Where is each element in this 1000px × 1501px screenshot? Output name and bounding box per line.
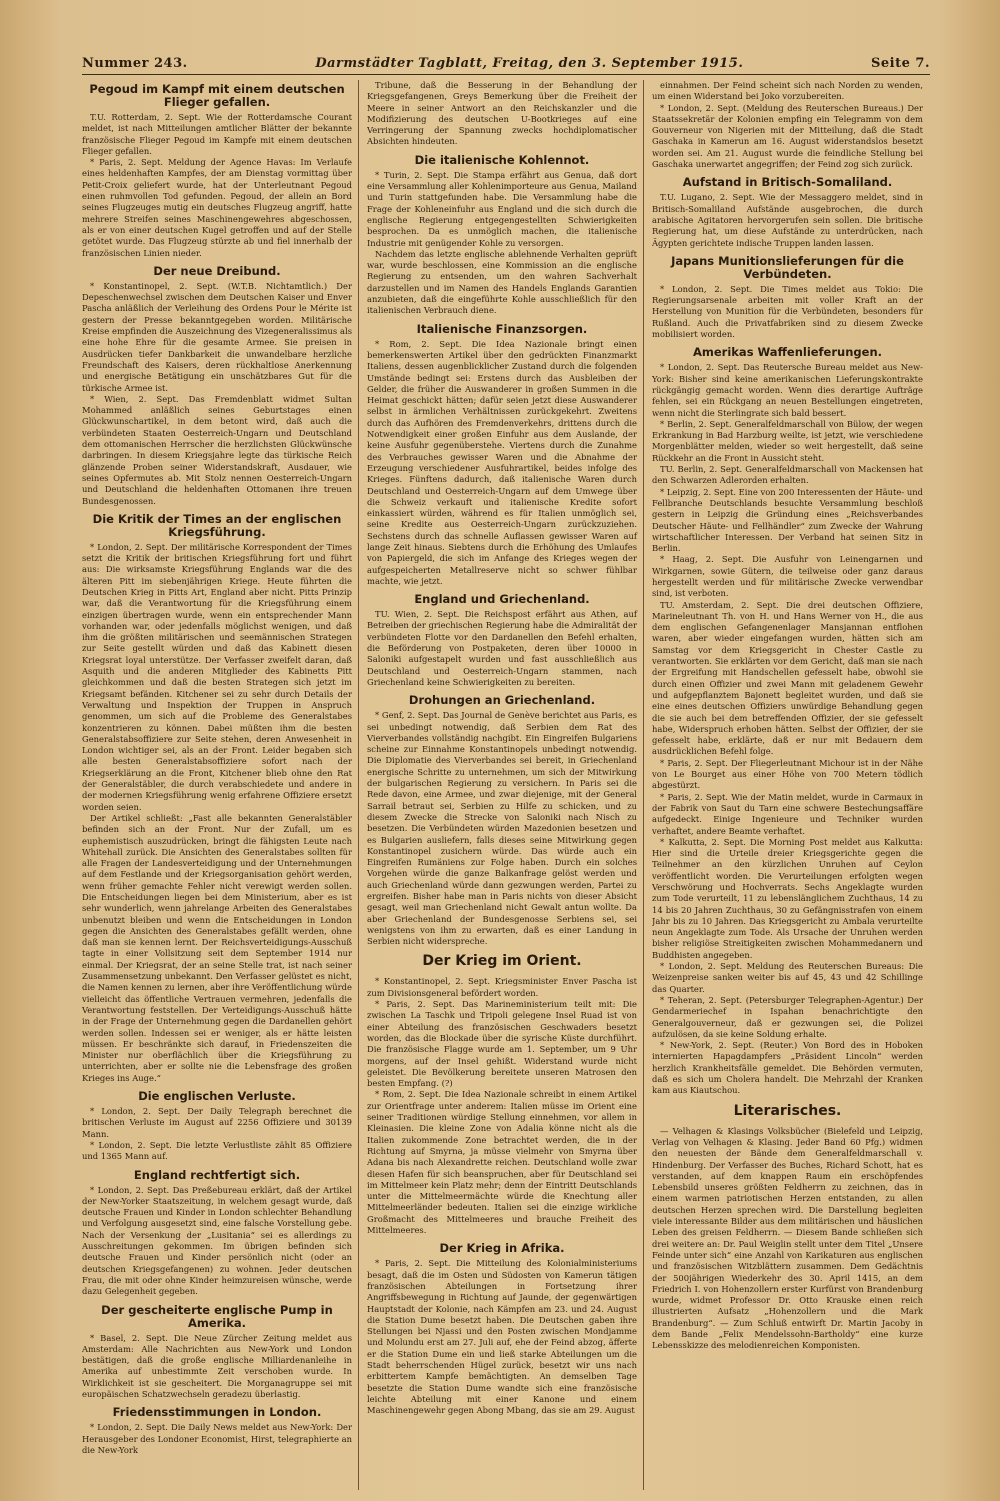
header-rule <box>82 74 930 75</box>
article-paragraph: * London, 2. Sept. Die Daily News meldet aus New-York: Der Herausgeber des Londoner Economist, Hirst, telegraphierte an die New-York <box>82 1422 352 1455</box>
article-paragraph: TU. Berlin, 2. Sept. Generalfeldmarschall von Mackensen hat den Schwarzen Adlerorden erhalten. <box>652 464 923 486</box>
article-headline: Der neue Dreibund. <box>153 263 281 278</box>
article-body <box>367 609 637 688</box>
page-number: Seite 7. <box>871 55 930 71</box>
article-body <box>82 1333 352 1401</box>
article-paragraph: Der Artikel schließt: „Fast alle bekannten Generalstäbler befinden sich an der Front. Nur der Zufall, um es euphemistisch auszudrücken, bringt die fähigsten Leute nach Whitehall zurück. Die Ansichten des Generalstabes sollten für alle Fragen der Landesverteidigung und der Unternehmungen auf dem Festlande und der Kriegsorganisation gehört werden, wenn früher gemachte Fehler nicht verewigt werden sollen. Die Entscheidungen liegen bei dem Ministerium, aber es ist sehr wunderlich, wenn jahrelange Arbeiten des Generalstabes unbenutzt bleiben und wenn die Entscheidungen in London gegen die Ansichten des Generalstabes gefällt werden, ohne daß man sie kennen lernt. Der Reichsverteidigungs-Ausschuß tagte in einer Vollsitzung seit dem September 1914 nur einmal. Der Kriegsrat, der an seine Stelle trat, ist nach seiner Zusammensetzung unbekannt. Den Verfasser gelüstet es nicht, die Namen kennen zu lernen, aber ihre Veröffentlichung würde vielleicht das öffentliche Vertrauen vermehren, jedenfalls die Verantwortung feststellen. Der Verteidigungs-Ausschuß hätte in der Frage der Unternehmung gegen die Dardanellen gehört werden sollen. Indessen sei er weniger, als er hätte leisten müssen. Er beschränkte sich darauf, in Friedenszeiten die Minister nur oberflächlich über die Kriegsführung zu unterrichten, aber er sollte nie die Lebensfrage des großen Krieges ins Auge.“ <box>82 812 352 1083</box>
article-paragraph: * Konstantinopel, 2. Sept. Kriegsminister Enver Pascha ist zum Divisionsgeneral befördert worden. <box>367 976 637 998</box>
article-paragraph: * London, 2. Sept. Der militärische Korrespondent der Times setzt die Kritik der britischen Kriegsführung fort und führt aus: Die wirksamste Kriegsführung Englands war die des älteren Pitt im siebenjährigen Kriege. Heute führten die Deutschen Krieg in Pitts Art, England aber nicht. Pitts Prinzip war, daß die Verantwortung für die Kriegsführung einem einzigen übertragen wurde, wenn ein entsprechender Mann vorhanden war, oder jedenfalls möglichst wenigen, und daß ihm die größten militärischen und seemännischen Strategen zur Seite gestellt würden und daß das Kabinett diesen Kriegsrat loyal unterstütze. Der Verfasser zweifelt daran, daß Asquith und die anderen Mitglieder des Kabinetts Pitt gleichkommen und daß die besten Strategen sich jetzt im Kriegsamt befänden. Kitchener sei zu sehr durch Details der Verwaltung und Inspektion der Truppen in Anspruch genommen, um sich auf die Probleme des Generalstabes konzentrieren zu können. Dabei müßten ihm die besten Generalstabsoffiziere zur Seite stehen, deren Anwesenheit in London wichtiger sei, als an der Front. Leider begaben sich alle besten Generalstabsoffiziere sofort nach der Kriegserklärung an die Front, Kitchener blieb ohne den Rat der Generalstäbler, die durch verabschiedete und andere in der modernen Kriegsführung wenig erfahrene Offiziere ersetzt worden seien. <box>82 541 352 812</box>
article <box>82 83 352 259</box>
article-paragraph: T.U. Rotterdam, 2. Sept. Wie der Rotterdamsche Courant meldet, ist nach Mitteilungen amtlicher Blätter der bekannte französische Flieger Pegoud im Kampfe mit einem deutschen Flieger gefallen. <box>82 112 352 156</box>
article-paragraph: * Rom, 2. Sept. Die Idea Nazionale bringt einen bemerkenswerten Artikel über den gedrückten Finanzmarkt Italiens, dessen augenblicklicher Zustand durch die folgenden Umstände bedingt sei: Erstens durch das Ausbleiben der Gelder, die früher die Auswanderer in großen Summen in die Heimat geschickt hätten; dafür seien jetzt diese Auswanderer selbst in ärmlichen Verhältnissen zurückgekehrt. Zweitens durch das Aufhören des Fremdenverkehrs, drittens durch die Notwendigkeit einer großen Einfuhr aus dem Auslande, der keine Ausfuhr gegenüberstehe. Viertens durch die Zunahme des Verbrauches gewisser Waren und die Abnahme der Erzeugung verschiedener Ausfuhrartikel, beides infolge des Krieges. Fünftens dadurch, daß italienische Waren durch Deutschland und Oesterreich-Ungarn auf dem Umwege über die Schweiz verkauft und italienische Kredite sofort einkassiert würden, während es für Italien unmöglich sei, seine Kredite aus Oesterreich-Ungarn zurückzuziehen. Sechstens durch das schnelle Auflassen gewisser Waren auf lange Zeit hinaus. Siebtens durch die Erhöhung des Umlaufes von Papiergeld, die sich im Anfange des Krieges wegen der aufgespeicherten Metallreserve nicht so schwer fühlbar machte, wie jetzt. <box>367 338 637 586</box>
article-body <box>367 170 637 317</box>
article-paragraph: * Genf, 2. Sept. Das Journal de Genève berichtet aus Paris, es sei unbedingt notwendig, daß Serbien dem Rat des Vierverbandes vollständig nachgibt. Ein Eingreifen Bulgariens scheine zur Einnahme Konstantinopels unbedingt notwendig. Die Diplomatie des Vierverbandes sei bereit, in Griechenland energische Schritte zu unternehmen, um sich der Mitwirkung der bulgarischen Regierung zu versichern. In Paris sei die Rede davon, eine Armee, und zwar diejenige, mit der General Sarrail betraut sei, Serbien zu Hilfe zu schicken, und zu diesem Zwecke die Strecke von Saloniki nach Nisch zu besetzen. Die Verbündeten würden Mazedonien besetzen und es Bulgarien ausliefern, falls dieses seine Mitwirkung gegen Konstantinopel zusichern würde. Das würde auch ein Eingreifen Rumäniens zur Folge haben. Durch ein solches Vorgehen würde die ganze Balkanfrage gelöst werden und auch Griechenland würde dann gezwungen werden, Partei zu ergreifen. Bisher habe man in Paris nichts von dieser Absicht gesagt, weil man Griechenland nicht Gewalt antun wollte. Da aber Griechenland der Bundesgenosse Serbiens sei, sei wenigstens von ihm zu erwarten, daß es einer Landung in Serbien nicht widerspreche. <box>367 710 637 947</box>
article-paragraph: * London, 2. Sept. Das Reutersche Bureau meldet aus New-York: Bisher sind keine amerikanischen Lieferungskontrakte rückgängig gemacht worden. Wenn dies derartige Aufträge fehlen, sei ein Rückgang an neuen Bestellungen eingetreten, wenn nicht die Sterlingrate sich bald bessert. <box>652 362 923 418</box>
article-headline: Drohungen an Griechenland. <box>408 693 596 708</box>
article-paragraph: * Rom, 2. Sept. Die Idea Nazionale schreibt in einem Artikel zur Orientfrage unter anderem: Italien müsse im Orient eine seiner Traditionen würdige Stellung einnehmen, vor allem in Kleinasien. Die kleine Zone von Adalia könne nicht als die Italien zukommende Zone betrachtet werden, die in der Richtung auf Smyrna, ja müsse vielmehr von Smyrna über Adana bis nach Alexandrette reichen. Deutschland wolle zwar diesen Hafen für sich beanspruchen, aber für Deutschland sei im Mittelmeer kein Platz mehr; denn der Eintritt Deutschlands unter die Mittelmeermächte würde die Knechtung aller Mittelmeerländer bedeuten. Italien sei die einzige wirkliche Großmacht des Mittelmeeres und brauche Freiheit des Mittelmeeres. <box>367 1089 637 1236</box>
article-paragraph: * London, 2. Sept. Meldung des Reuterschen Bureaus: Die Weizenpreise sanken weiter bis auf 45, 43 und 42 Schillinge das Quarter. <box>652 961 923 994</box>
article-paragraph: * Paris, 2. Sept. Das Marineministerium teilt mit: Die zwischen La Taschk und Tripoli gelegene Insel Ruad ist von einer Abteilung des französischen Geschwaders besetzt worden, das die Blockade über die syrische Küste durchführt. Die französische Flagge wurde am 1. September, um 9 Uhr morgens, auf der Insel gehißt. Widerstand wurde nicht geleistet. Die Bevölkerung bereitete unseren Matrosen den besten Empfang. (?) <box>367 999 637 1089</box>
article <box>367 953 637 1236</box>
article-paragraph: * Paris, 2. Sept. Die Mitteilung des Kolonialministeriums besagt, daß die im Osten und Südosten von Kamerun tätigen französischen Abteilungen in Fortsetzung ihrer Angriffsbewegung in Richtung auf Jaunde, der gegenwärtigen Hauptstadt der Kolonie, nach Kämpfen am 23. und 24. August die Station Dume besetzt haben. Die Deutschen gaben ihre Stellungen bei Njassi und den Posten zwischen Mondjamme und Molundu erst am 27. Juli auf, ehe der Feind abzog, äfferte er die Station Dume ein und ließ starke Abteilungen um die Stadt beherrschenden Hügel zurück, besetzt wir uns nach erbittertem Kampfe bemächtigten. An demselben Tage besetzte die Station Dume wandte sich eine französische leichte Abteilung mit einer Kanone und einem Maschinengewehr gegen Abong Mbang, das sie am 29. August <box>367 1258 637 1416</box>
article <box>652 255 923 340</box>
article-body <box>82 542 352 1084</box>
article-paragraph: — Velhagen & Klasings Volksbücher (Bielefeld und Leipzig, Verlag von Velhagen & Klasing. Jeder Band 60 Pfg.) widmen den neuesten der Bände dem Generalfeldmarschall v. Hindenburg. Der Verfasser des Buches, Richard Schott, hat es verstanden, auf dem knappen Raum ein erschöpfendes Lebensbild unseres größten Feldherrn zu zeichnen, das in einem warmen patriotischen Herzen entstanden, zu allen deutschen Herzen sprechen wird. Die Darstellung begleiten viele interessante Bilder aus dem militärischen und häuslichen Leben des greisen Feldherrn. — Diesem Bande schließen sich drei weitere an: Dr. Paul Weiglin stellt unter dem Titel „Unsere Feinde unter sich“ eine Anzahl von Karikaturen aus englischen und französischen Witzblättern zusammen. Dem Gedächtnis der 500jährigen Wiederkehr des 30. April 1415, an dem Friedrich I. von Hohenzollern erster Kurfürst von Brandenburg wurde, widmet Professor Dr. Otto Krauske einen reich illustrierten Aufsatz „Hohenzollern und die Mark Brandenburg“. — Zum Schluß entwirft Dr. Martin Jacoby in dem Bande „Felix Mendelssohn-Bartholdy“ eine kurze Lebensskizze des melodienreichen Komponisten. <box>652 1125 923 1351</box>
article-paragraph: * New-York, 2. Sept. (Reuter.) Von Bord des in Hoboken internierten Hapagdampfers „Präsident Lincoln“ werden herzlich Krankheitsfälle gemeldet. Die Behörden vermuten, daß es sich um Cholera handelt. Die Mehrzahl der Kranken kam aus Kiautschou. <box>652 1040 923 1096</box>
article-paragraph: * Wien, 2. Sept. Das Fremdenblatt widmet Sultan Mohammed anläßlich seines Geburtstages einen Glückwunschartikel, in dem betont wird, daß auch die verbündeten Staaten Oesterreich-Ungarn und Deutschland dem ottomanischen Herrscher die herzlichsten Glückwünsche darbringen. In diesem Kriegsjahre legte das türkische Reich glänzende Proben seiner Widerstandskraft, Ausdauer, wie seines Opfermutes ab. Mit Stolz nennen Oesterreich-Ungarn und Deutschland die heldenhaften Ottomanen ihre treuen Bundesgenossen. <box>82 393 352 506</box>
article-headline: Die Kritik der Times an der englischen Kriegsführung. <box>92 511 342 539</box>
article-paragraph: * Paris, 2. Sept. Meldung der Agence Havas: Im Verlaufe eines heldenhaften Kampfes, der am Dienstag vormittag über Petit-Croix geliefert wurde, hat der Unterleutnant Pegoud einen ruhmvollen Tod gefunden. Pegoud, der allein an Bord seines Flugzeuges mutig ein deutsches Flugzeug angriff, hatte mehrere Streifen seines Maschinengewehres abgeschossen, als er von einer deutschen Kugel getroffen und auf der Stelle getötet wurde. Das Flugzeug stürzte ab und fiel innerhalb der französischen Linien nieder. <box>82 157 352 258</box>
article <box>367 1242 637 1416</box>
article-paragraph: Tribune, daß die Besserung in der Behandlung der Kriegsgefangenen, Greys Bemerkung über die Freiheit der Meere in seiner Antwort an den Reichskanzler und die Modifizierung des deutschen U-Bootkrieges auf eine Verringerung der Spannung zwecks hochdiplomatischer Absichten hindeuten. <box>367 80 637 147</box>
article-body <box>367 710 637 947</box>
article <box>367 694 637 947</box>
article <box>82 1304 352 1401</box>
article <box>82 513 352 1084</box>
article-paragraph: TU. Wien, 2. Sept. Die Reichspost erfährt aus Athen, auf Betreiben der griechischen Regierung habe die Admiralität der verbündeten Flotte vor den Dardanellen den Befehl erhalten, die Beförderung von Postpaketen, deren über 10000 in Saloniki aufgestapelt wurden und fast ausschließlich aus Deutschland und Oesterreich-Ungarn stammen, nach Griechenland keine Schwierigkeiten zu bereiten. <box>367 609 637 687</box>
article-body <box>652 192 923 248</box>
article <box>82 1406 352 1456</box>
article-headline: Der gescheiterte englische Pump in Amerika. <box>101 1302 333 1330</box>
article <box>652 80 923 170</box>
column-2 <box>367 80 644 1490</box>
article-headline: England rechtfertigt sich. <box>133 1167 301 1182</box>
article-paragraph: einnahmen. Der Feind scheint sich nach Norden zu wenden, um einen Widerstand bei Joko vorzubereiten. <box>652 80 923 102</box>
article-body <box>367 339 637 588</box>
article-body <box>367 1258 637 1416</box>
article-paragraph: * Konstantinopel, 2. Sept. (W.T.B. Nichtamtlich.) Der Depeschenwechsel zwischen dem Deutschen Kaiser und Enver Pascha anläßlich der Verleihung des Ordens Pour le Mérite ist gestern der Presse bekanntgegeben worden. Militärische Kreise empfinden die Auszeichnung des Vizegeneralissimus als eine hohe Ehre für die gesamte Armee. Sie preisen in Ausdrücken tiefer Dankbarkeit die unwandelbare herzliche Freundschaft des Kaisers, deren rückhaltlose Anerkennung und energische Betätigung ein unschätzbares Gut für die türkische Armee ist. <box>82 280 352 393</box>
article-body <box>82 1185 352 1298</box>
article-body <box>367 976 637 1236</box>
issue-number: Nummer 243. <box>82 55 188 71</box>
article-paragraph: TU. Amsterdam, 2. Sept. Die drei deutschen Offiziere, Marineleutnant Th. von H. und Hans Werner von H., die aus dem englischen Gefangenenlager Mansjannan entflohen waren, aber wieder eingefangen wurden, hätten sich am Samstag vor dem Kriegsgericht in Chester Castle zu verantworten. Sie erklärten vor dem Gericht, daß man sie nach der Ergreifung mit Handschellen gefesselt habe, obwohl sie durch einen Offizier und zwei Mann mit geladenem Gewehr und aufgepflanztem Bajonett begleitet wurden, und daß sie eine eines deutschen Offiziers unwürdige Behandlung gegen die sie auch bei dem betreffenden Offizier, der sie gefesselt habe, Widerspruch erhoben hätten. Selbst der Offizier, der sie gefesselt habe, erklärte, daß er nur mit Bedauern dem ausdrücklichen Befehl folge. <box>652 599 923 757</box>
article-headline: Die italienische Kohlennot. <box>414 152 590 167</box>
article <box>652 346 923 1096</box>
article-body <box>652 362 923 1096</box>
article <box>367 80 637 148</box>
article-headline: Friedensstimmungen in London. <box>112 1405 322 1420</box>
article-paragraph: * Leipzig, 2. Sept. Eine von 200 Interessenten der Häute- und Fellbranche Deutschlands besuchte Versammlung beschloß gestern in Leipzig die Gründung eines „Reichsverbandes Deutscher Häute- und Fellhändler“ zum Zwecke der Wahrung wirtschaftlicher Interessen. Der Verband hat seinen Sitz in Berlin. <box>652 486 923 554</box>
article-headline: Italienische Finanzsorgen. <box>416 321 588 336</box>
article-paragraph: * Kalkutta, 2. Sept. Die Morning Post meldet aus Kalkutta: Hier sind die Urteile dreier Kriegsgerichte gegen die Teilnehmer an den kürzlichen Unruhen auf Ceylon veröffentlicht worden. Die Verurteilungen erfolgten wegen Verschwörung und Hochverrats. Sechs Angeklagte wurden zum Tode verurteilt, 11 zu lebenslänglichem Zuchthaus, 14 zu 14 bis 20 Jahren Zuchthaus, 30 zu Gefängnisstrafen von einem Jahr bis zu 10 Jahren. Das Kriegsgericht zu Ambala verurteilte neun Angeklagte zum Tode. Als Ursache der Unruhen werden bisher religiöse Streitigkeiten zwischen Mohammedanern und Buddhisten angegeben. <box>652 836 923 960</box>
column-1 <box>82 80 359 1490</box>
article-paragraph: * London, 2. Sept. Die letzte Verlustliste zählt 85 Offiziere und 1365 Mann auf. <box>82 1139 352 1162</box>
article-body <box>82 1106 352 1162</box>
article-paragraph: T.U. Lugano, 2. Sept. Wie der Messaggero meldet, sind in Britisch-Somaliland Aufstände ausgebrochen, die durch arabische Agitatoren hervorgerufen sein sollen. Die britische Regierung hat, um diese Aufstände zu unterdrücken, nach Ägypten gerichtete indische Truppen landen lassen. <box>652 192 923 248</box>
article-body <box>367 80 637 148</box>
article-paragraph: * Haag, 2. Sept. Die Ausfuhr von Leinengarnen und Wirkgarnen, sowie Gütern, die teilweise oder ganz daraus hergestellt werden und für militärische Zwecke verwendbar sind, ist verboten. <box>652 554 923 599</box>
article-paragraph: * London, 2. Sept. Der Daily Telegraph berechnet die britischen Verluste im August auf 2256 Offiziere und 30139 Mann. <box>82 1106 352 1139</box>
page-header <box>82 52 930 74</box>
article <box>82 1169 352 1298</box>
article-body <box>82 281 352 507</box>
article <box>367 154 637 317</box>
article-paragraph: Nachdem das letzte englische ablehnende Verhalten geprüft war, wurde beschlossen, eine Kommission an die englische Regierung zu entsenden, um den wahren Sachverhalt darzustellen und im Namen des Handels Englands Garantien anzubieten, daß die eingeführte Kohle ausschließlich für den italienischen Verbrauch diene. <box>367 248 637 316</box>
article <box>82 1090 352 1162</box>
article-paragraph: * Basel, 2. Sept. Die Neue Zürcher Zeitung meldet aus Amsterdam: Alle Nachrichten aus New-York und London bestätigen, daß die große englische Milliardenanleihe in Amerika auf unbestimmte Zeit verschoben wurde. In Wirklichkeit ist sie gescheitert. Die Morganagruppe sei mit europäischen Schatzwechseln geradezu überlastig. <box>82 1332 352 1399</box>
article-paragraph: * Teheran, 2. Sept. (Petersburger Telegraphen-Agentur.) Der Gendarmeriechef in Ispahan benachrichtigte den Generalgouverneur, daß er gezwungen sei, die Polizei aufzulösen, da sie keine Soldung erhalte. <box>652 994 923 1039</box>
article-body <box>82 112 352 259</box>
article <box>367 593 637 688</box>
article-headline: Amerikas Waffenlieferungen. <box>692 345 882 360</box>
article-headline: England und Griechenland. <box>414 592 590 607</box>
article-headline: Japans Munitionslieferungen für die Verbündeten. <box>671 253 904 281</box>
article <box>367 323 637 588</box>
article-body <box>652 284 923 340</box>
article-body <box>82 1422 352 1456</box>
article-paragraph: * Paris, 2. Sept. Der Fliegerleutnant Michour ist in der Nähe von Le Bourget aus einer Höhe von 700 Metern tödlich abgestürzt. <box>652 757 923 791</box>
columns <box>82 80 930 1490</box>
article <box>652 1103 923 1352</box>
article-paragraph: * Berlin, 2. Sept. Generalfeldmarschall von Bülow, der wegen Erkrankung in Bad Harzburg weilte, ist jetzt, wie verschiedene Morgenblätter melden, wieder so weit hergestellt, daß seine Rückkehr an die Front in Aussicht steht. <box>652 418 923 463</box>
article-headline: Literarisches. <box>733 1102 842 1119</box>
article-body <box>652 80 923 170</box>
article-paragraph: * Paris, 2. Sept. Wie der Matin meldet, wurde in Carmaux in der Fabrik von Saut du Tarn eine schwere Bestechungsaffäre aufgedeckt. Einige Ingenieure und Techniker wurden verhaftet, andere Beamte verhaftet. <box>652 791 923 836</box>
article-paragraph: * Turin, 2. Sept. Die Stampa erfährt aus Genua, daß dort eine Versammlung aller Kohlenimporteure aus Genua, Mailand und Turin stattgefunden habe. Die Versammlung habe die Frage der Kohleneinfuhr aus England und die sich durch die englische Regierung entgegengestellten Schwierigkeiten besprochen. Da es unmöglich machen, die italienische Industrie mit genügender Kohle zu versorgen. <box>367 169 637 248</box>
article-paragraph: * London, 2. Sept. Das Preßebureau erklärt, daß der Artikel der New-Yorker Staatszeitung, in welchem gesagt wurde, daß deutsche Frauen und Kinder in London schlechter Behandlung und Verfolgung ausgesetzt sind, eine falsche Vorstellung gebe. Nach der Versenkung der „Lusitania“ sei es allerdings zu Ausschreitungen gekommen. Im übrigen befinden sich deutsche Frauen und Kinder persönlich nicht (oder an deutschen Kriegsgefangenen) zu wohnen. Jeder deutschen Frau, die mit oder ohne Kinder heimzureisen wünsche, werde dazu Gelegenheit gegeben. <box>82 1184 352 1297</box>
article-paragraph: * London, 2. Sept. (Meldung des Reuterschen Bureaus.) Der Staatssekretär der Kolonien empfing ein Telegramm von dem Gouverneur von Nigerien mit der Mitteilung, daß die Stadt Gaschaka in Kamerun am 16. August widerstandslos besetzt worden sei. Am 21. August wurde die feindliche Stellung bei Gaschaka unerwartet angegriffen; der Feind zog sich zurück. <box>652 102 923 170</box>
article-paragraph: * London, 2. Sept. Die Times meldet aus Tokio: Die Regierungsarsenale arbeiten mit voller Kraft an der Herstellung von Munition für die Verbündeten, besonders für Rußland. Auch die Privatfabriken sind zu diesem Zwecke mobilisiert worden. <box>652 283 923 340</box>
article <box>652 176 923 248</box>
article-headline: Der Krieg in Afrika. <box>439 1241 565 1256</box>
article-headline: Die englischen Verluste. <box>138 1089 296 1104</box>
article-headline: Aufstand in Britisch-Somaliland. <box>682 175 893 190</box>
article-body <box>652 1126 923 1352</box>
column-3 <box>652 80 929 1490</box>
article-headline: Der Krieg im Orient. <box>422 953 582 970</box>
article-headline: Pegoud im Kampf mit einem deutschen Flieger gefallen. <box>89 82 345 109</box>
article <box>82 265 352 507</box>
masthead-line: Darmstädter Tagblatt, Freitag, den 3. September 1915. <box>315 55 744 71</box>
